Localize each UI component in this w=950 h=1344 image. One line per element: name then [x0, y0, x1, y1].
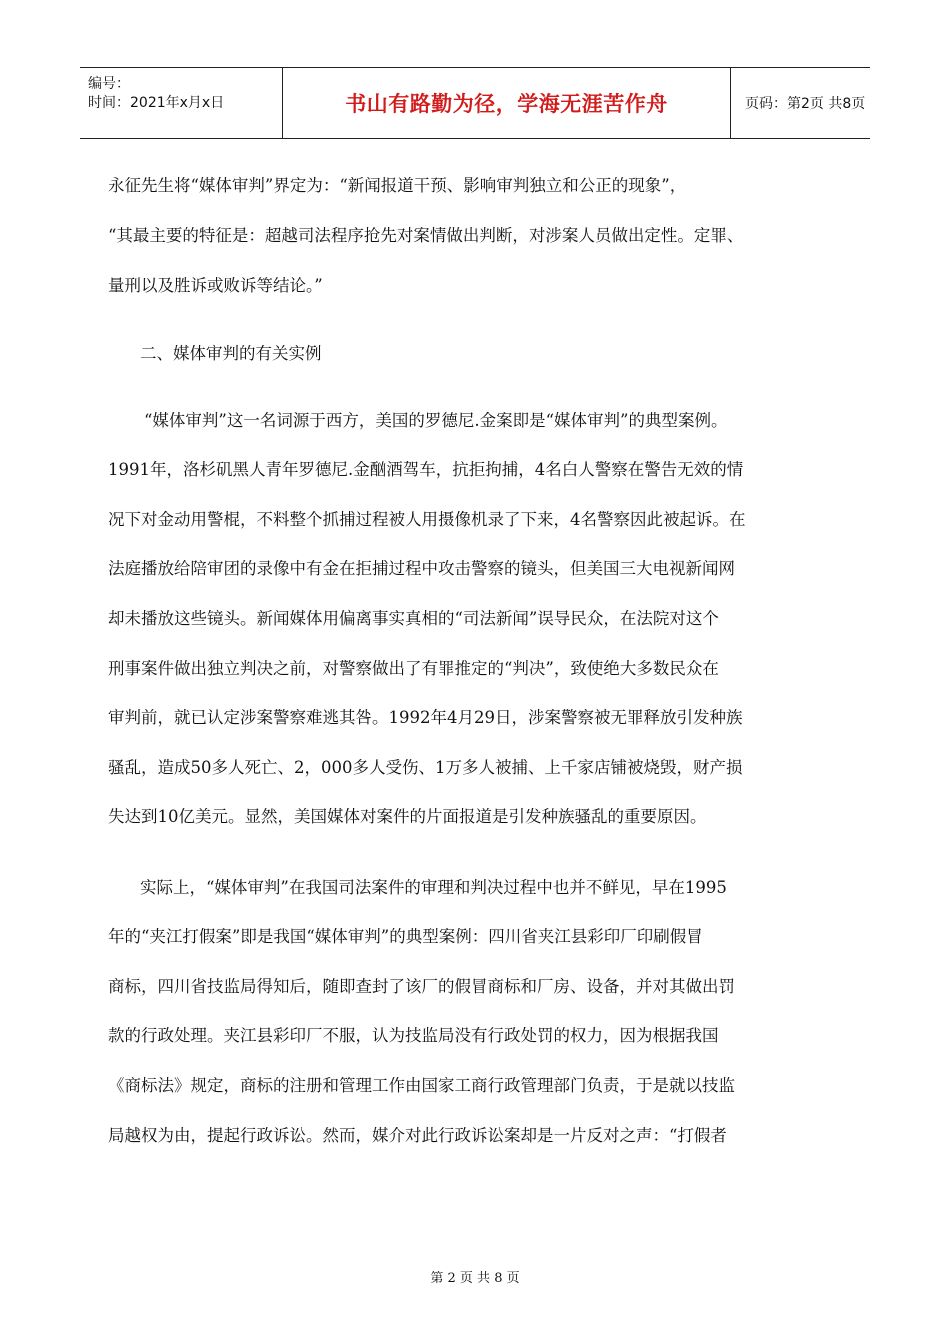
- text-line: 失达到10亿美元。显然，美国媒体对案件的片面报道是引发种族骚乱的重要原因。: [108, 807, 707, 826]
- text-line: 款的行政处理。夹江县彩印厂不服，认为技监局没有行政处罚的权力，因为根据我国: [108, 1026, 719, 1045]
- text-line: 局越权为由，提起行政诉讼。然而，媒介对此行政诉讼案却是一片反对之声：“打假者: [108, 1126, 727, 1145]
- header-page-cell: [731, 68, 870, 138]
- number-label: 编号：: [88, 76, 130, 92]
- text-line: 审判前，就已认定涉案警察难逃其咎。1992年4月29日，涉案警察被无罪释放引发种族: [108, 708, 743, 727]
- page-footer: 第 2 页 共 8 页: [430, 1271, 520, 1286]
- header-meta: [80, 68, 283, 138]
- text-line: 1991年，洛杉矶黑人青年罗德尼.金酗酒驾车，抗拒拘捕，4名白人警察在警告无效的情: [108, 460, 744, 479]
- text-line: 《商标法》规定，商标的注册和管理工作由国家工商行政管理部门负责，于是就以技监: [108, 1076, 735, 1095]
- header-motto-cell: [283, 68, 731, 138]
- header-motto: 书山有路勤为径，学海无涯苦作舟: [345, 92, 668, 116]
- text-line: 永征先生将“媒体审判”界定为：“新闻报道干预、影响审判独立和公正的现象”，: [108, 176, 687, 195]
- text-line: 商标，四川省技监局得知后，随即查封了该厂的假冒商标和厂房、设备，并对其做出罚: [108, 977, 735, 996]
- header-page-label: 页码：第2页 共8页: [745, 96, 866, 112]
- text-line: 却未播放这些镜头。新闻媒体用偏离事实真相的“司法新闻”误导民众，在法院对这个: [108, 609, 719, 628]
- text-line: 量刑以及胜诉或败诉等结论。”: [108, 276, 323, 295]
- time-label: 时间：2021年x月x日: [88, 95, 225, 111]
- text-line: “媒体审判”这一名词源于西方，美国的罗德尼.金案即是“媒体审判”的典型案例。: [144, 411, 728, 430]
- text-line: 况下对金动用警棍，不料整个抓捕过程被人用摄像机录了下来，4名警察因此被起诉。在: [108, 510, 746, 529]
- text-line: “其最主要的特征是：超越司法程序抢先对案情做出判断，对涉案人员做出定性。定罪、: [108, 226, 744, 245]
- text-line: 实际上，“媒体审判”在我国司法案件的审理和判决过程中也并不鲜见，早在1995: [140, 878, 727, 897]
- text-line: 刑事案件做出独立判决之前，对警察做出了有罪推定的“判决”，致使绝大多数民众在: [108, 659, 719, 678]
- page-header: [80, 67, 870, 139]
- text-line: 年的“夹江打假案”即是我国“媒体审判”的典型案例：四川省夹江县彩印厂印刷假冒: [108, 927, 703, 946]
- text-line: 法庭播放给陪审团的录像中有金在拒捕过程中攻击警察的镜头，但美国三大电视新闻网: [108, 559, 735, 578]
- text-line: 骚乱，造成50多人死亡、2，000多人受伤、1万多人被捕、上千家店铺被烧毁，财产损: [108, 758, 743, 777]
- section-heading: 二、媒体审判的有关实例: [140, 344, 322, 363]
